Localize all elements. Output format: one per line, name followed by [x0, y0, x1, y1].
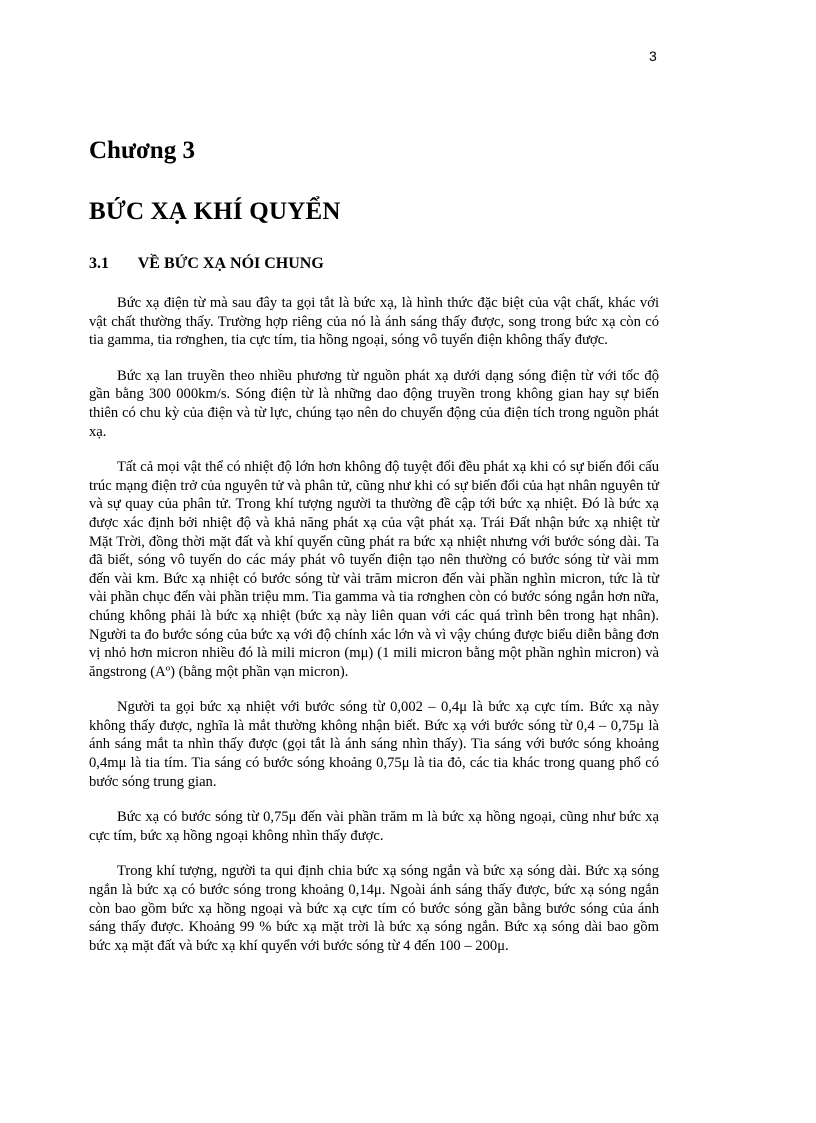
paragraph: Bức xạ điện từ mà sau đây ta gọi tắt là bức xạ, là hình thức đặc biệt của vật chất, khác với vật chất thường thấy. Trường hợp riêng của nó là ánh sáng thấy được, song trong bức xạ còn có tia gamma, tia rơnghen, tia cực tím, tia hồng ngoại, sóng vô tuyến điện không thấy được. — [89, 295, 659, 349]
page-number: 3 — [649, 48, 657, 64]
chapter-title: BỨC XẠ KHÍ QUYỂN — [89, 198, 341, 225]
section-title: VỀ BỨC XẠ NÓI CHUNG — [137, 255, 324, 272]
paragraph: Tất cả mọi vật thể có nhiệt độ lớn hơn không độ tuyệt đối đều phát xạ khi có sự biến đổi cấu trúc mạng điện trở của nguyên tử và phân tử, cũng như khi có sự biến đổi của hạt nhân nguyên tử và sự quay của phân tử. Trong khí tượng người ta thường đề cập tới bức xạ nhiệt. Đó là bức xạ được xác định bởi nhiệt độ và khả năng phát xạ của vật phát xạ. Trái Đất nhận bức xạ nhiệt từ Mặt Trời, đồng thời mặt đất và khí quyển cũng phát ra bức xạ nhiệt nhưng với bước sóng dài. Ta đã biết, sóng vô tuyến do các máy phát vô tuyến điện tạo nên thường có bước sóng từ vài mm đến vài km. Bức xạ nhiệt có bước sóng từ vài trăm micron đến vài phần nghìn micron, tức là từ vài phần chục đến vài phần triệu mm. Tia gamma và tia rơnghen còn có bước sóng ngắn hơn nữa, chúng không phải là bức xạ nhiệt (bức xạ này liên quan với các quá trình bên trong hạt nhân). Người ta đo bước sóng của bức xạ với độ chính xác lớn và vì vậy chúng được biểu diễn bằng đơn vị nhỏ hơn micron nhiều đó là mili micron (mμ) (1 mili micron bằng một phần nghìn micron) và ăngstrong (Aº) (bằng một phần vạn micron). — [89, 459, 659, 680]
chapter-heading: Chương 3 — [89, 137, 195, 164]
section-heading — [89, 255, 324, 273]
paragraph: Trong khí tượng, người ta qui định chia bức xạ sóng ngắn và bức xạ sóng dài. Bức xạ sóng ngắn là bức xạ có bước sóng trong khoảng 0,14μ. Ngoài ánh sáng thấy được, bức xạ sóng ngắn còn bao gồm bức xạ hồng ngoại và bức xạ cực tím có bước sóng gần bằng bước sóng của ánh sáng thấy được. Khoảng 99 % bức xạ mặt trời là bức xạ sóng ngắn. Bức xạ sóng dài bao gồm bức xạ mặt đất và bức xạ khí quyển với bước sóng từ 4 đến 100 – 200μ. — [89, 863, 659, 954]
body-text — [89, 294, 659, 972]
paragraph: Bức xạ có bước sóng từ 0,75μ đến vài phần trăm m là bức xạ hồng ngoại, cũng như bức xạ cực tím, bức xạ hồng ngoại không nhìn thấy được. — [89, 809, 659, 844]
section-number: 3.1 — [89, 255, 109, 272]
paragraph: Bức xạ lan truyền theo nhiều phương từ nguồn phát xạ dưới dạng sóng điện từ với tốc độ gần bằng 300 000km/s. Sóng điện từ là những dao động truyền trong không gian hay sự biến thiên có chu kỳ của điện và từ lực, chúng tạo nên do chuyển động của điện tích trong nguồn phát xạ. — [89, 367, 659, 440]
paragraph: Người ta gọi bức xạ nhiệt với bước sóng từ 0,002 – 0,4μ là bức xạ cực tím. Bức xạ này không thấy được, nghĩa là mắt thường không nhận biết. Bức xạ với bước sóng từ 0,4 – 0,75μ là ánh sáng mắt ta nhìn thấy được (gọi tắt là ánh sáng nhìn thấy). Tia sáng với bước sóng khoảng 0,4mμ là tia tím. Tia sáng có bước sóng khoảng 0,75μ là tia đỏ, các tia khác trong quang phổ có bước sóng trung gian. — [89, 699, 659, 790]
